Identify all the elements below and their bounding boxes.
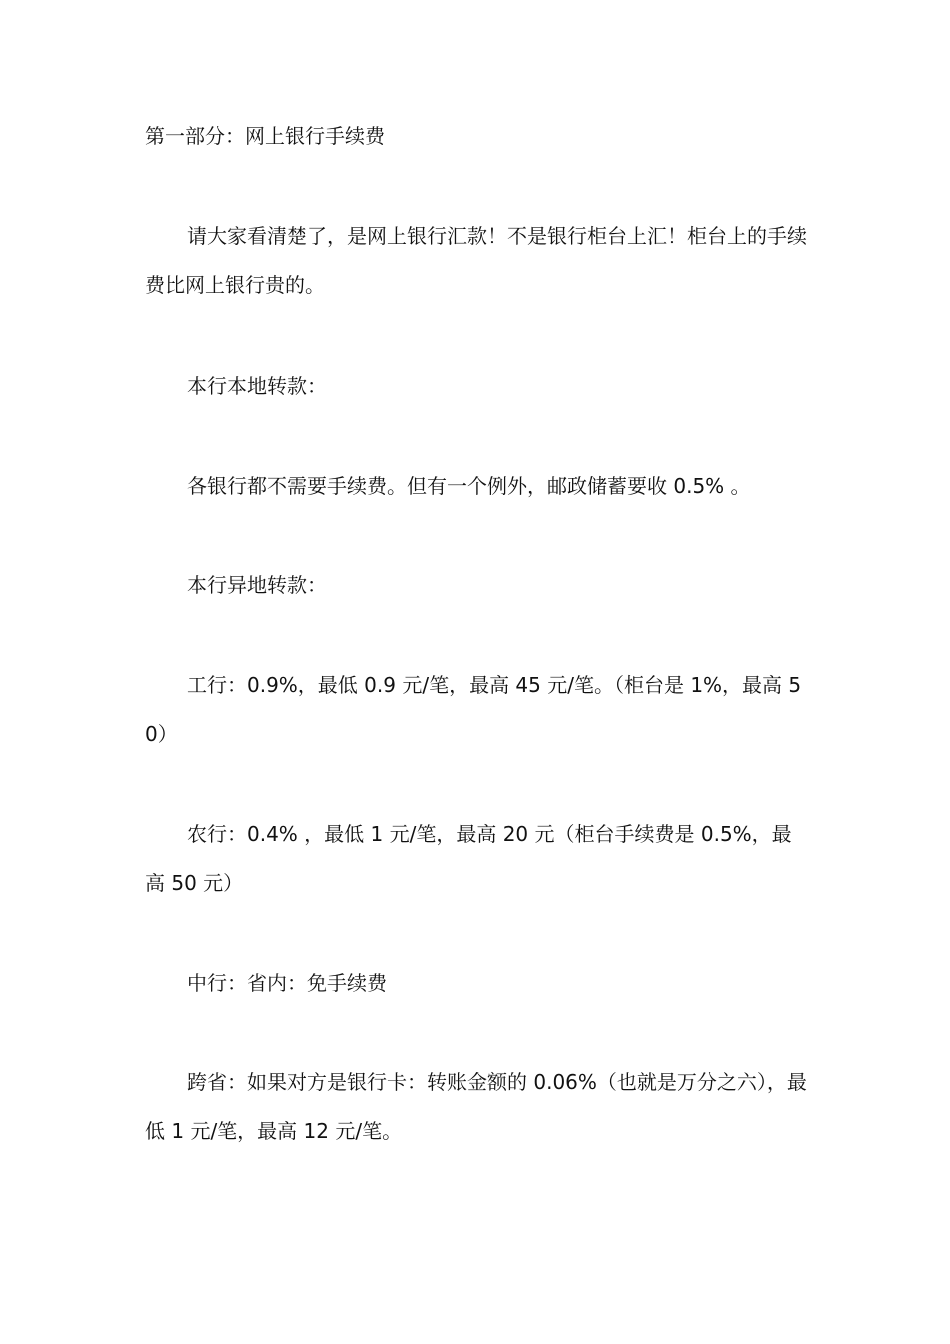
paragraph-boc-fee: 中行：省内：免手续费	[187, 971, 387, 995]
paragraph-local-transfer-heading: 本行本地转款：	[187, 374, 327, 398]
paragraph-notice: 请大家看清楚了，是网上银行汇款！不是银行柜台上汇！柜台上的手续费比网上银行贵的。	[145, 224, 807, 297]
paragraph-icbc-fee: 工行：0.9%，最低 0.9 元/笔，最高 45 元/笔。（柜台是 1%，最高 50）	[145, 673, 802, 746]
section-heading: 第一部分：网上银行手续费	[145, 124, 385, 148]
paragraph-remote-transfer-heading: 本行异地转款：	[187, 573, 327, 597]
paragraph-cross-province-fee: 跨省：如果对方是银行卡：转账金额的 0.06%（也就是万分之六），最低 1 元/笔，最高 12 元/笔。	[145, 1070, 807, 1143]
paragraph-local-transfer-fee: 各银行都不需要手续费。但有一个例外，邮政储蓄要收 0.5% 。	[187, 474, 751, 498]
paragraph-abc-fee: 农行：0.4% ，最低 1 元/笔，最高 20 元（柜台手续费是 0.5%，最高 50 元）	[145, 822, 792, 895]
